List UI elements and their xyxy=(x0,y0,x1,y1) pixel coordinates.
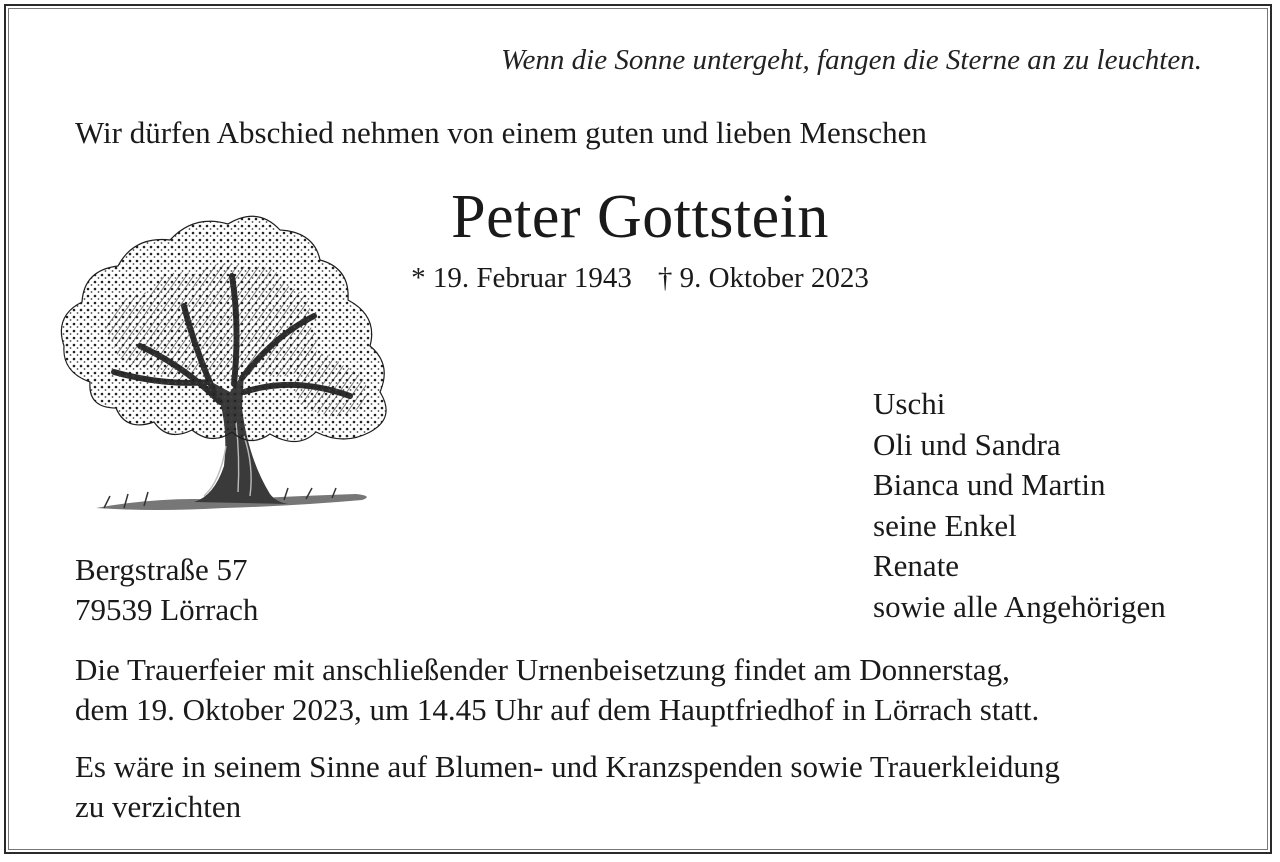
request-note xyxy=(75,747,1060,827)
request-line: zu verzichten xyxy=(75,789,242,824)
ceremony-info xyxy=(75,650,1039,730)
mourner-line: Bianca und Martin xyxy=(873,467,1106,502)
mourner-line: Uschi xyxy=(873,386,946,421)
address-block xyxy=(75,550,258,630)
ceremony-line: Die Trauerfeier mit anschließender Urnenbeisetzung findet am Donnerstag, xyxy=(75,652,1010,687)
intro-text: Wir dürfen Abschied nehmen von einem guten und lieben Menschen xyxy=(75,115,927,150)
ceremony-line: dem 19. Oktober 2023, um 14.45 Uhr auf dem Hauptfriedhof in Lörrach statt. xyxy=(75,692,1040,727)
mourner-line: seine Enkel xyxy=(873,507,1017,543)
death-date: † 9. Oktober 2023 xyxy=(657,262,869,294)
address-street: Bergstraße 57 xyxy=(75,552,248,587)
mourner-line: Oli und Sandra xyxy=(873,426,1061,462)
mourner-line: sowie alle Angehörigen xyxy=(873,588,1166,624)
motto-quote: Wenn die Sonne untergeht, fangen die Sterne an zu leuchten. xyxy=(501,44,1202,76)
birth-date: * 19. Februar 1943 xyxy=(411,262,632,294)
mourners-list xyxy=(873,384,1166,627)
deceased-name: Peter Gottstein xyxy=(451,183,829,251)
request-line: Es wäre in seinem Sinne auf Blumen- und Kranzspenden sowie Trauerkleidung xyxy=(75,749,1060,784)
address-city: 79539 Lörrach xyxy=(75,592,259,627)
tree-illustration-icon xyxy=(44,196,400,522)
mourner-line: Renate xyxy=(873,548,960,583)
